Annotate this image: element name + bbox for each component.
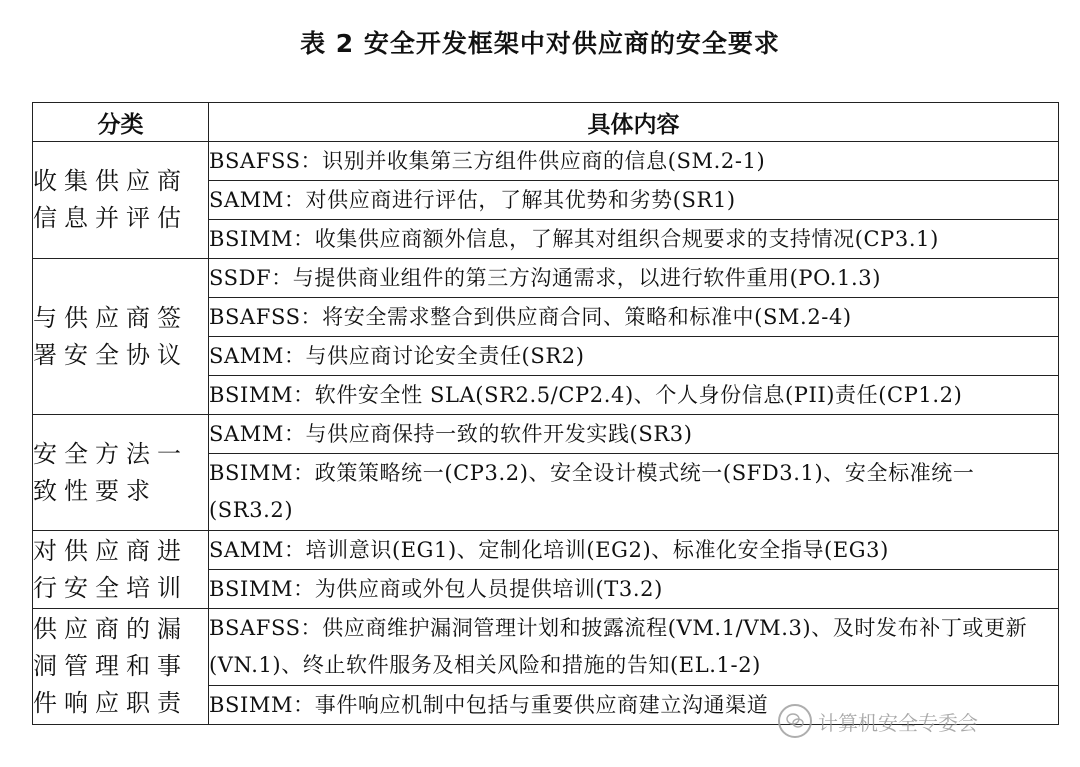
watermark-text: 计算机安全专委会 [818, 710, 978, 735]
watermark [778, 703, 1048, 739]
content-cell: BSIMM：收集供应商额外信息，了解其对组织合规要求的支持情况(CP3.1) [209, 220, 1059, 259]
header-content: 具体内容 [209, 103, 1059, 142]
table-row [33, 142, 1059, 181]
requirements-table [32, 102, 1059, 725]
category-cell: 收集供应商信息并评估 [33, 142, 209, 259]
table-row [33, 415, 1059, 454]
wechat-icon [778, 704, 812, 738]
content-cell: BSAFSS：供应商维护漏洞管理计划和披露流程(VM.1/VM.3)、及时发布补丁或更新(VN.1)、终止软件服务及相关风险和措施的告知(EL.1-2) [209, 609, 1059, 686]
content-cell: SAMM：对供应商进行评估，了解其优势和劣势(SR1) [209, 181, 1059, 220]
content-cell: BSIMM：事件响应机制中包括与重要供应商建立沟通渠道 [209, 686, 1059, 725]
table-row [33, 259, 1059, 298]
category-cell: 与供应商签署安全协议 [33, 259, 209, 415]
content-cell: BSIMM：政策策略统一(CP3.2)、安全设计模式统一(SFD3.1)、安全标准统一(SR3.2) [209, 454, 1059, 531]
content-cell: BSAFSS：识别并收集第三方组件供应商的信息(SM.2-1) [209, 142, 1059, 181]
content-cell: SSDF：与提供商业组件的第三方沟通需求，以进行软件重用(PO.1.3) [209, 259, 1059, 298]
content-cell: BSIMM：为供应商或外包人员提供培训(T3.2) [209, 570, 1059, 609]
table-header-row [33, 103, 1059, 142]
content-cell: SAMM：培训意识(EG1)、定制化培训(EG2)、标准化安全指导(EG3) [209, 531, 1059, 570]
content-cell: SAMM：与供应商保持一致的软件开发实践(SR3) [209, 415, 1059, 454]
category-cell: 供应商的漏洞管理和事件响应职责 [33, 609, 209, 725]
table-title: 表 2 安全开发框架中对供应商的安全要求 [300, 29, 780, 58]
table-row [33, 609, 1059, 686]
header-category: 分类 [33, 103, 209, 142]
table-row [33, 531, 1059, 570]
category-cell: 对供应商进行安全培训 [33, 531, 209, 609]
content-cell: BSAFSS：将安全需求整合到供应商合同、策略和标准中(SM.2-4) [209, 298, 1059, 337]
content-cell: SAMM：与供应商讨论安全责任(SR2) [209, 337, 1059, 376]
category-cell: 安全方法一致性要求 [33, 415, 209, 531]
content-cell: BSIMM：软件安全性 SLA(SR2.5/CP2.4)、个人身份信息(PII)责任(CP1.2) [209, 376, 1059, 415]
